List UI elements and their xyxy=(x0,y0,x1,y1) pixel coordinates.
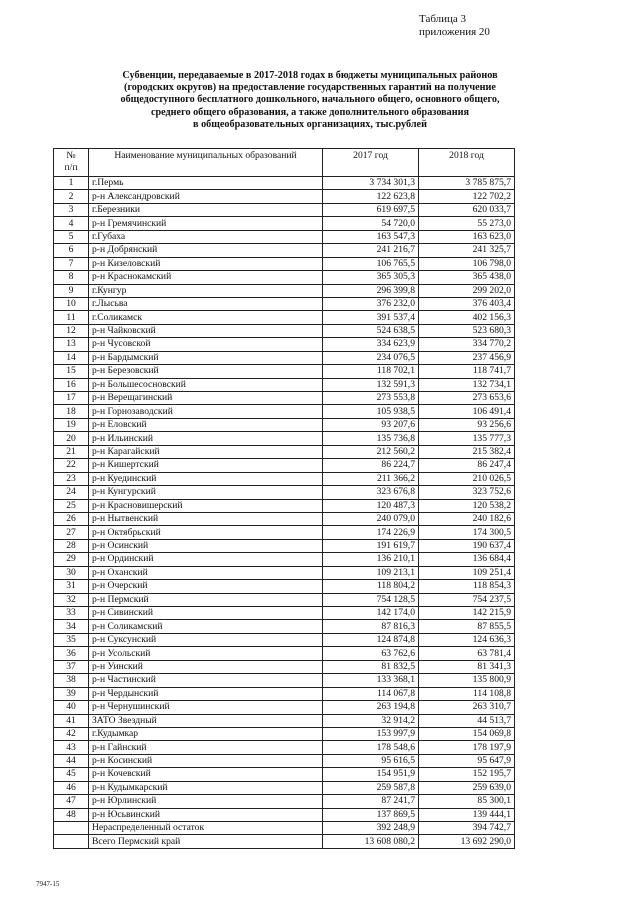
row-number: 16 xyxy=(54,378,89,391)
value-2017: 191 619,7 xyxy=(323,539,419,552)
municipality-name: г.Губаха xyxy=(89,230,323,243)
value-2018: 299 202,0 xyxy=(419,284,515,297)
title-line: в общеобразовательных организациях, тыс.рублей xyxy=(193,118,427,130)
value-2017: 3 734 301,3 xyxy=(323,177,419,190)
municipality-name: р-н Кунгурский xyxy=(89,486,323,499)
municipality-name: ЗАТО Звездный xyxy=(89,714,323,727)
value-2018: 120 538,2 xyxy=(419,499,515,512)
value-2018: 190 637,4 xyxy=(419,539,515,552)
value-2017: 754 128,5 xyxy=(323,593,419,606)
row-number: 28 xyxy=(54,539,89,552)
value-2017: 135 736,8 xyxy=(323,432,419,445)
row-number: 18 xyxy=(54,405,89,418)
total-2018: 13 692 290,0 xyxy=(419,835,515,848)
value-2017: 323 676,8 xyxy=(323,486,419,499)
value-2018: 81 341,3 xyxy=(419,660,515,673)
row-number: 11 xyxy=(54,311,89,324)
value-2018: 241 325,7 xyxy=(419,244,515,257)
municipality-name: р-н Сивинский xyxy=(89,607,323,620)
municipality-name: г.Кунгур xyxy=(89,284,323,297)
title-line: Субвенции, передаваемые в 2017-2018 годах в бюджеты муниципальных районов xyxy=(122,70,498,81)
row-number: 5 xyxy=(54,230,89,243)
table-row xyxy=(54,674,515,687)
row-number: 27 xyxy=(54,526,89,539)
municipality-name: г.Пермь xyxy=(89,177,323,190)
municipality-name: р-н Соликамский xyxy=(89,620,323,633)
table-row xyxy=(54,580,515,593)
municipality-name: р-н Кизеловский xyxy=(89,257,323,270)
municipality-name: р-н Октябрьский xyxy=(89,526,323,539)
municipality-name: р-н Частинский xyxy=(89,674,323,687)
value-2017: 334 623,9 xyxy=(323,338,419,351)
municipality-name: р-н Косинский xyxy=(89,754,323,767)
value-2018: 135 777,3 xyxy=(419,432,515,445)
value-2018: 122 702,2 xyxy=(419,190,515,203)
value-2017: 259 587,8 xyxy=(323,781,419,794)
value-2017: 174 226,9 xyxy=(323,526,419,539)
table-row xyxy=(54,459,515,472)
number-header-line1: № xyxy=(66,150,76,161)
value-2018: 163 623,0 xyxy=(419,230,515,243)
value-2017: 391 537,4 xyxy=(323,311,419,324)
value-2018: 3 785 875,7 xyxy=(419,177,515,190)
value-2018: 334 770,2 xyxy=(419,338,515,351)
municipality-name: р-н Ординский xyxy=(89,553,323,566)
value-2018: 237 456,9 xyxy=(419,351,515,364)
municipality-name: р-н Суксунский xyxy=(89,633,323,646)
row-number: 29 xyxy=(54,553,89,566)
municipality-name: р-н Чернушинский xyxy=(89,701,323,714)
table-row xyxy=(54,324,515,337)
value-2018: 114 108,8 xyxy=(419,687,515,700)
table-row xyxy=(54,808,515,821)
value-2018: 620 033,7 xyxy=(419,203,515,216)
subsidies-table xyxy=(53,148,515,849)
value-2018: 263 310,7 xyxy=(419,701,515,714)
row-number: 6 xyxy=(54,244,89,257)
column-header-2017: 2017 год xyxy=(323,149,419,177)
value-2018: 139 444,1 xyxy=(419,808,515,821)
value-2018: 93 256,6 xyxy=(419,418,515,431)
table-row xyxy=(54,714,515,727)
row-number: 37 xyxy=(54,660,89,673)
value-2018: 86 247,4 xyxy=(419,459,515,472)
value-2017: 118 702,1 xyxy=(323,365,419,378)
municipality-name: р-н Кудымкарский xyxy=(89,781,323,794)
value-2017: 376 232,0 xyxy=(323,297,419,310)
value-2017: 109 213,1 xyxy=(323,566,419,579)
value-2017: 273 553,8 xyxy=(323,392,419,405)
municipality-name: г.Кудымкар xyxy=(89,727,323,740)
municipality-name: р-н Очерский xyxy=(89,580,323,593)
municipality-name: г.Соликамск xyxy=(89,311,323,324)
value-2018: 402 156,3 xyxy=(419,311,515,324)
value-2018: 109 251,4 xyxy=(419,566,515,579)
row-number: 32 xyxy=(54,593,89,606)
municipality-name: р-н Куединский xyxy=(89,472,323,485)
municipality-name: р-н Чайковский xyxy=(89,324,323,337)
value-2017: 263 194,8 xyxy=(323,701,419,714)
row-number: 8 xyxy=(54,271,89,284)
value-2017: 153 997,9 xyxy=(323,727,419,740)
row-number: 43 xyxy=(54,741,89,754)
value-2018: 259 639,0 xyxy=(419,781,515,794)
row-number: 9 xyxy=(54,284,89,297)
row-number: 42 xyxy=(54,727,89,740)
appendix-label: приложения 20 xyxy=(419,26,490,38)
value-2018: 323 752,6 xyxy=(419,486,515,499)
row-number: 17 xyxy=(54,392,89,405)
value-2018: 376 403,4 xyxy=(419,297,515,310)
value-2017: 122 623,8 xyxy=(323,190,419,203)
row-number: 19 xyxy=(54,418,89,431)
table-row xyxy=(54,365,515,378)
value-2017: 240 079,0 xyxy=(323,512,419,525)
value-2018: 754 237,5 xyxy=(419,593,515,606)
municipality-name: р-н Гремячинский xyxy=(89,217,323,230)
table-row xyxy=(54,297,515,310)
table-row xyxy=(54,620,515,633)
table-row xyxy=(54,284,515,297)
value-2018: 44 513,7 xyxy=(419,714,515,727)
municipality-name: р-н Карагайский xyxy=(89,445,323,458)
municipality-name: р-н Бардымский xyxy=(89,351,323,364)
row-number: 3 xyxy=(54,203,89,216)
table-row xyxy=(54,512,515,525)
row-number: 40 xyxy=(54,701,89,714)
table-row xyxy=(54,607,515,620)
table-row xyxy=(54,244,515,257)
document-title xyxy=(60,70,560,131)
value-2017: 154 951,9 xyxy=(323,768,419,781)
total-2018: 394 742,7 xyxy=(419,822,515,835)
table-row xyxy=(54,754,515,767)
municipality-name: р-н Чусовской xyxy=(89,338,323,351)
value-2018: 85 300,1 xyxy=(419,795,515,808)
row-number: 1 xyxy=(54,177,89,190)
row-number: 30 xyxy=(54,566,89,579)
row-number: 36 xyxy=(54,647,89,660)
table-row xyxy=(54,499,515,512)
value-2018: 154 069,8 xyxy=(419,727,515,740)
row-number: 34 xyxy=(54,620,89,633)
value-2017: 142 174,0 xyxy=(323,607,419,620)
table-row xyxy=(54,526,515,539)
value-2018: 273 653,6 xyxy=(419,392,515,405)
total-label: Всего Пермский край xyxy=(89,835,323,848)
row-number: 14 xyxy=(54,351,89,364)
table-row xyxy=(54,633,515,646)
value-2017: 234 076,5 xyxy=(323,351,419,364)
value-2017: 114 067,8 xyxy=(323,687,419,700)
value-2017: 619 697,5 xyxy=(323,203,419,216)
value-2017: 93 207,6 xyxy=(323,418,419,431)
value-2018: 215 382,4 xyxy=(419,445,515,458)
row-number: 26 xyxy=(54,512,89,525)
document-code: 7947-15 xyxy=(36,880,60,888)
title-line: (городских округов) на предоставление государственных гарантий на получение xyxy=(124,82,496,94)
number-header-line2: п/п xyxy=(64,162,78,173)
value-2017: 105 938,5 xyxy=(323,405,419,418)
row-number: 25 xyxy=(54,499,89,512)
row-number: 15 xyxy=(54,365,89,378)
value-2018: 365 438,0 xyxy=(419,271,515,284)
row-number: 39 xyxy=(54,687,89,700)
value-2018: 106 491,4 xyxy=(419,405,515,418)
table-row xyxy=(54,203,515,216)
municipality-name: р-н Александровский xyxy=(89,190,323,203)
value-2017: 524 638,5 xyxy=(323,324,419,337)
table-row xyxy=(54,472,515,485)
row-number: 10 xyxy=(54,297,89,310)
table-row xyxy=(54,405,515,418)
row-number: 24 xyxy=(54,486,89,499)
municipality-name: р-н Кочевский xyxy=(89,768,323,781)
municipality-name: р-н Юсьвинский xyxy=(89,808,323,821)
municipality-name: р-н Березовский xyxy=(89,365,323,378)
municipality-name: р-н Ильинский xyxy=(89,432,323,445)
value-2017: 87 241,7 xyxy=(323,795,419,808)
row-number: 12 xyxy=(54,324,89,337)
row-number: 31 xyxy=(54,580,89,593)
table-row xyxy=(54,727,515,740)
value-2017: 241 216,7 xyxy=(323,244,419,257)
value-2018: 95 647,9 xyxy=(419,754,515,767)
value-2018: 118 741,7 xyxy=(419,365,515,378)
municipality-name: р-н Осинский xyxy=(89,539,323,552)
table-row xyxy=(54,687,515,700)
row-number: 33 xyxy=(54,607,89,620)
value-2017: 132 591,3 xyxy=(323,378,419,391)
table-row xyxy=(54,418,515,431)
column-header-number xyxy=(54,149,89,177)
row-number: 35 xyxy=(54,633,89,646)
title-line: среднего общего образования, а также дополнительного образования xyxy=(150,106,470,118)
municipality-name: р-н Добрянский xyxy=(89,244,323,257)
table-row xyxy=(54,795,515,808)
row-number: 20 xyxy=(54,432,89,445)
value-2017: 124 874,8 xyxy=(323,633,419,646)
row-number: 7 xyxy=(54,257,89,270)
value-2017: 137 869,5 xyxy=(323,808,419,821)
row-number: 41 xyxy=(54,714,89,727)
value-2018: 210 026,5 xyxy=(419,472,515,485)
value-2017: 212 560,2 xyxy=(323,445,419,458)
row-number: 2 xyxy=(54,190,89,203)
value-2017: 118 804,2 xyxy=(323,580,419,593)
municipality-name: р-н Уинский xyxy=(89,660,323,673)
row-number: 22 xyxy=(54,459,89,472)
municipality-name: р-н Гайнский xyxy=(89,741,323,754)
table-row xyxy=(54,445,515,458)
table-row xyxy=(54,351,515,364)
municipality-name: г.Березники xyxy=(89,203,323,216)
value-2018: 132 734,1 xyxy=(419,378,515,391)
table-row xyxy=(54,378,515,391)
table-row xyxy=(54,660,515,673)
table-row xyxy=(54,768,515,781)
table-row xyxy=(54,271,515,284)
municipality-name: р-н Усольский xyxy=(89,647,323,660)
row-number: 46 xyxy=(54,781,89,794)
value-2018: 118 854,3 xyxy=(419,580,515,593)
row-number: 48 xyxy=(54,808,89,821)
value-2018: 152 195,7 xyxy=(419,768,515,781)
municipality-name: р-н Пермский xyxy=(89,593,323,606)
row-number: 13 xyxy=(54,338,89,351)
value-2018: 142 215,9 xyxy=(419,607,515,620)
row-number: 23 xyxy=(54,472,89,485)
total-row xyxy=(54,835,515,848)
value-2018: 106 798,0 xyxy=(419,257,515,270)
table-row xyxy=(54,190,515,203)
table-number-label: Таблица 3 xyxy=(419,13,467,25)
value-2017: 32 914,2 xyxy=(323,714,419,727)
column-header-2018: 2018 год xyxy=(419,149,515,177)
value-2017: 86 224,7 xyxy=(323,459,419,472)
municipality-name: р-н Чердынский xyxy=(89,687,323,700)
table-row xyxy=(54,177,515,190)
municipality-name: р-н Юрлинский xyxy=(89,795,323,808)
total-label: Нераспределенный остаток xyxy=(89,822,323,835)
table-row xyxy=(54,647,515,660)
municipality-name: р-н Большесосновский xyxy=(89,378,323,391)
municipality-name: р-н Нытвенский xyxy=(89,512,323,525)
total-row xyxy=(54,822,515,835)
table-header-row xyxy=(54,149,515,177)
value-2017: 211 366,2 xyxy=(323,472,419,485)
value-2017: 63 762,6 xyxy=(323,647,419,660)
municipality-name: г.Лысьва xyxy=(89,297,323,310)
municipality-name: р-н Кишертский xyxy=(89,459,323,472)
value-2017: 106 765,5 xyxy=(323,257,419,270)
value-2018: 87 855,5 xyxy=(419,620,515,633)
total-2017: 392 248,9 xyxy=(323,822,419,835)
value-2018: 178 197,9 xyxy=(419,741,515,754)
table-row xyxy=(54,392,515,405)
table-row xyxy=(54,741,515,754)
municipality-name: р-н Горнозаводский xyxy=(89,405,323,418)
value-2017: 95 616,5 xyxy=(323,754,419,767)
municipality-name: р-н Верещагинский xyxy=(89,392,323,405)
row-number: 21 xyxy=(54,445,89,458)
municipality-name: р-н Краснокамский xyxy=(89,271,323,284)
table-row xyxy=(54,432,515,445)
value-2018: 55 273,0 xyxy=(419,217,515,230)
value-2018: 124 636,3 xyxy=(419,633,515,646)
value-2018: 135 800,9 xyxy=(419,674,515,687)
value-2017: 120 487,3 xyxy=(323,499,419,512)
value-2017: 133 368,1 xyxy=(323,674,419,687)
column-header-name: Наименование муниципальных образований xyxy=(89,149,323,177)
municipality-name: р-н Красновишерский xyxy=(89,499,323,512)
table-row xyxy=(54,701,515,714)
value-2017: 296 399,8 xyxy=(323,284,419,297)
row-number: 38 xyxy=(54,674,89,687)
table-row xyxy=(54,486,515,499)
row-number: 4 xyxy=(54,217,89,230)
value-2017: 163 547,3 xyxy=(323,230,419,243)
table-body xyxy=(54,177,515,849)
value-2017: 365 305,3 xyxy=(323,271,419,284)
row-number-empty xyxy=(54,822,89,835)
table-row xyxy=(54,217,515,230)
value-2017: 178 548,6 xyxy=(323,741,419,754)
table-row xyxy=(54,230,515,243)
value-2017: 136 210,1 xyxy=(323,553,419,566)
value-2018: 240 182,6 xyxy=(419,512,515,525)
table-row xyxy=(54,553,515,566)
municipality-name: р-н Оханский xyxy=(89,566,323,579)
value-2017: 87 816,3 xyxy=(323,620,419,633)
table-row xyxy=(54,257,515,270)
value-2018: 63 781,4 xyxy=(419,647,515,660)
row-number: 44 xyxy=(54,754,89,767)
title-line: общедоступного бесплатного дошкольного, начального общего, основного общего, xyxy=(120,94,500,106)
table-row xyxy=(54,338,515,351)
table-reference xyxy=(419,13,490,39)
row-number: 47 xyxy=(54,795,89,808)
value-2018: 174 300,5 xyxy=(419,526,515,539)
table-row xyxy=(54,311,515,324)
value-2017: 54 720,0 xyxy=(323,217,419,230)
municipality-name: р-н Еловский xyxy=(89,418,323,431)
table-row xyxy=(54,781,515,794)
value-2018: 136 684,4 xyxy=(419,553,515,566)
table-row xyxy=(54,566,515,579)
table-row xyxy=(54,539,515,552)
value-2018: 523 680,3 xyxy=(419,324,515,337)
row-number: 45 xyxy=(54,768,89,781)
total-2017: 13 608 080,2 xyxy=(323,835,419,848)
value-2017: 81 832,5 xyxy=(323,660,419,673)
row-number-empty xyxy=(54,835,89,848)
table-row xyxy=(54,593,515,606)
